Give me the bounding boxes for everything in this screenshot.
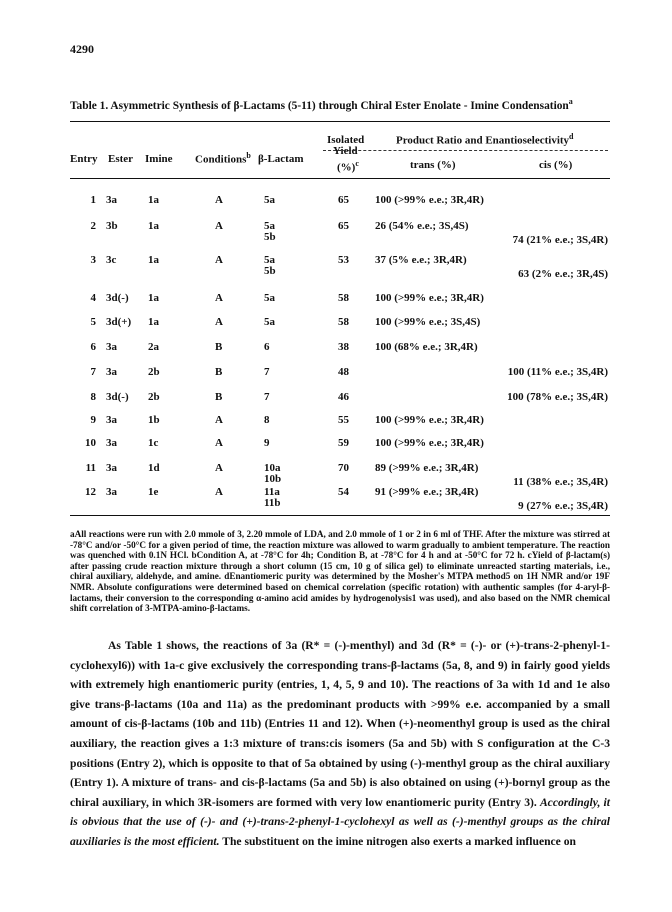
cell-trans: 89 (>99% e.e.; 3R,4R) bbox=[375, 462, 479, 474]
cell-conditions: B bbox=[215, 366, 223, 378]
table-top-rule bbox=[70, 121, 610, 122]
cell-ester: 3d(-) bbox=[106, 391, 129, 403]
cell-lactam-secondary: 10b bbox=[264, 473, 282, 485]
table-caption-sup: a bbox=[568, 97, 573, 106]
cell-lactam: 7 bbox=[264, 366, 270, 378]
header-yield-unit-text: (%) bbox=[337, 161, 356, 174]
header-cis: cis (%) bbox=[539, 159, 573, 171]
cell-trans: 100 (>99% e.e.; 3R,4R) bbox=[375, 292, 484, 304]
header-conditions bbox=[195, 151, 251, 166]
cell-conditions: A bbox=[215, 462, 223, 474]
header-product-ratio-sup: d bbox=[569, 132, 574, 141]
cell-trans: 100 (>99% e.e.; 3R,4R) bbox=[375, 437, 484, 449]
cell-ester: 3a bbox=[106, 462, 117, 474]
cell-lactam: 5a bbox=[264, 316, 275, 328]
table-footnotes bbox=[70, 529, 610, 614]
header-entry: Entry bbox=[70, 153, 98, 165]
cell-ester: 3a bbox=[106, 437, 117, 449]
cell-entry: 11 bbox=[85, 462, 96, 474]
cell-cis: 63 (2% e.e.; 3R,4S) bbox=[518, 268, 608, 280]
cell-ester: 3d(-) bbox=[106, 292, 129, 304]
cell-imine: 2a bbox=[148, 341, 159, 353]
cell-lactam: 5a bbox=[264, 220, 275, 232]
cell-cis: 74 (21% e.e.; 3S,4R) bbox=[512, 234, 608, 246]
cell-imine: 1a bbox=[148, 316, 159, 328]
cell-imine: 1e bbox=[148, 486, 159, 498]
cell-trans: 100 (>99% e.e.; 3R,4R) bbox=[375, 414, 484, 426]
cell-imine: 1c bbox=[148, 437, 159, 449]
cell-lactam: 7 bbox=[264, 391, 270, 403]
cell-yield: 58 bbox=[338, 292, 349, 304]
header-product-ratio-text: Product Ratio and Enantioselectivity bbox=[396, 134, 570, 147]
cell-conditions: A bbox=[215, 292, 223, 304]
cell-trans: 100 (68% e.e.; 3R,4R) bbox=[375, 341, 478, 353]
body-text bbox=[70, 636, 610, 852]
cell-lactam-secondary: 5b bbox=[264, 265, 276, 277]
header-ester: Ester bbox=[108, 153, 134, 165]
cell-lactam: 9 bbox=[264, 437, 270, 449]
cell-entry: 5 bbox=[90, 316, 96, 328]
cell-trans: 37 (5% e.e.; 3R,4R) bbox=[375, 254, 467, 266]
table-caption-text: Table 1. Asymmetric Synthesis of β-Lactams (5-11) through Chiral Ester Enolate - Imine Condensation bbox=[70, 99, 569, 112]
cell-conditions: B bbox=[215, 391, 223, 403]
cell-cis: 100 (78% e.e.; 3S,4R) bbox=[507, 391, 608, 403]
cell-imine: 1a bbox=[148, 254, 159, 266]
cell-trans: 26 (54% e.e.; 3S,4S) bbox=[375, 220, 469, 232]
cell-yield: 59 bbox=[338, 437, 349, 449]
cell-conditions: A bbox=[215, 414, 223, 426]
cell-trans: 91 (>99% e.e.; 3R,4R) bbox=[375, 486, 479, 498]
cell-conditions: A bbox=[215, 437, 223, 449]
header-isolated: Isolated bbox=[327, 134, 365, 146]
cell-cis: 9 (27% e.e.; 3S,4R) bbox=[518, 500, 608, 512]
cell-ester: 3c bbox=[106, 254, 117, 266]
cell-trans: 100 (>99% e.e.; 3R,4R) bbox=[375, 194, 484, 206]
cell-lactam: 6 bbox=[264, 341, 270, 353]
cell-conditions: A bbox=[215, 220, 223, 232]
cell-ester: 3a bbox=[106, 194, 117, 206]
cell-ester: 3d(+) bbox=[106, 316, 132, 328]
cell-entry: 9 bbox=[90, 414, 96, 426]
cell-conditions: A bbox=[215, 486, 223, 498]
cell-yield: 54 bbox=[338, 486, 349, 498]
cell-lactam-secondary: 11b bbox=[264, 497, 281, 509]
header-trans: trans (%) bbox=[410, 159, 456, 171]
body-paragraph-text: As Table 1 shows, the reactions of 3a (R* = (-)-menthyl) and 3d (R* = (-)- or (+)-trans-2-phenyl-1-cyclohexyl6)) with 1a-c give exclusively the corresponding trans-β-lactams (5a, 8, and 9) in fairly good yields with extremely high enantiomeric purity (entries, 1, 4, 5, 9 and 10). The reactions of 3a with 1d and 1e also give trans-β-lactams (10a and 11a) as the predominant products with >99% e.e. accompanied by a small amount of cis-β-lactams (10b and 11b) (Entries 11 and 12). When (+)-neomenthyl group is used as the chiral auxiliary, the reaction gives a 1:3 mixture of trans:cis isomers (5a and 5b) with S configuration at the C-3 positions (Entry 2), which is opposite to that of 5a obtained by using (-)-menthyl group as the chiral auxiliary (Entry 1). A mixture of trans- and cis-β-lactams (5a and 5b) is also obtained on using (+)-bornyl group as the chiral auxiliary, in which 3R-isomers are formed with very low enantiomeric purity (Entry 3). bbox=[70, 639, 610, 809]
cell-entry: 2 bbox=[90, 220, 96, 232]
cell-conditions: B bbox=[215, 341, 223, 353]
cell-lactam: 5a bbox=[264, 292, 275, 304]
header-conditions-sup: b bbox=[246, 151, 251, 160]
table-bottom-rule bbox=[70, 515, 610, 516]
body-paragraph-italic: Accordingly, it is obvious that the use of (-)- and (+)-trans-2-phenyl-1-cyclohexyl as well as (-)-menthyl groups as the chiral auxiliaries is the most efficient. bbox=[70, 795, 611, 848]
header-product-ratio bbox=[396, 132, 574, 147]
header-dashed-rule bbox=[323, 150, 608, 151]
cell-entry: 1 bbox=[90, 194, 96, 206]
cell-imine: 2b bbox=[148, 366, 160, 378]
cell-entry: 6 bbox=[90, 341, 96, 353]
header-lactam: β-Lactam bbox=[258, 153, 304, 165]
cell-trans: 100 (>99% e.e.; 3S,4S) bbox=[375, 316, 481, 328]
cell-yield: 65 bbox=[338, 194, 349, 206]
cell-ester: 3a bbox=[106, 366, 117, 378]
cell-yield: 53 bbox=[338, 254, 349, 266]
cell-conditions: A bbox=[215, 194, 223, 206]
cell-ester: 3a bbox=[106, 414, 117, 426]
cell-yield: 55 bbox=[338, 414, 349, 426]
cell-ester: 3b bbox=[106, 220, 118, 232]
cell-ester: 3a bbox=[106, 486, 117, 498]
cell-lactam: 5a bbox=[264, 194, 275, 206]
header-yield: Yield bbox=[333, 145, 358, 157]
table-footnote: aAll reactions were run with 2.0 mmole of 3, 2.20 mmole of LDA, and 2.0 mmole of 1 or 2 in 6 ml of THF. After the mixture was stirred at -78°C and/or -50°C for a given period of time, the reaction mixture was allowed to warm gradually to ambient temperature. The reaction was quenched with 0.1N HCl. bCondition A, at -78°C for 4h; Condition B, at -78°C for 4 h and at -50°C for 72 h. cYield of β-lactam(s) after passing crude reaction mixture through a short column (15 cm, 10 g of silica gel) to eliminate unreacted starting materials, i.e., chiral auxiliary, aldehyde, and amine. dEnantiomeric purity was determined by the Mosher's MTPA method5 on 1H NMR and/or 19F NMR. Absolute configurations were determined based on chemical correlation (specific rotation) with authentic samples (for 4-aryl-β-lactams, their conversion to the corresponding α-amino acid amides by hydrogenolysis1 was used), and also based on the NMR chemical shift correlation of 3-MTPA-amino-β-lactams. bbox=[70, 529, 610, 614]
cell-imine: 1b bbox=[148, 414, 160, 426]
cell-cis: 100 (11% e.e.; 3S,4R) bbox=[507, 366, 608, 378]
cell-ester: 3a bbox=[106, 341, 117, 353]
table-caption bbox=[70, 97, 610, 112]
cell-entry: 8 bbox=[90, 391, 96, 403]
cell-imine: 1a bbox=[148, 194, 159, 206]
cell-lactam-secondary: 5b bbox=[264, 231, 276, 243]
table-header-rule bbox=[70, 178, 610, 179]
header-yield-sup: c bbox=[355, 159, 359, 168]
cell-lactam: 8 bbox=[264, 414, 270, 426]
cell-entry: 4 bbox=[90, 292, 96, 304]
cell-yield: 65 bbox=[338, 220, 349, 232]
cell-lactam: 10a bbox=[264, 462, 281, 474]
cell-conditions: A bbox=[215, 316, 223, 328]
cell-conditions: A bbox=[215, 254, 223, 266]
cell-yield: 70 bbox=[338, 462, 349, 474]
cell-yield: 46 bbox=[338, 391, 349, 403]
header-imine: Imine bbox=[145, 153, 173, 165]
cell-yield: 48 bbox=[338, 366, 349, 378]
cell-entry: 7 bbox=[90, 366, 96, 378]
header-conditions-text: Conditions bbox=[195, 153, 247, 166]
cell-lactam: 11a bbox=[264, 486, 280, 498]
cell-entry: 12 bbox=[85, 486, 96, 498]
body-paragraph bbox=[70, 636, 610, 852]
page-number: 4290 bbox=[70, 42, 94, 56]
cell-yield: 58 bbox=[338, 316, 349, 328]
cell-imine: 1a bbox=[148, 292, 159, 304]
header-yield-unit bbox=[337, 159, 359, 174]
cell-imine: 1a bbox=[148, 220, 159, 232]
body-paragraph-tail: The substituent on the imine nitrogen also exerts a marked influence on bbox=[222, 834, 576, 848]
cell-entry: 10 bbox=[85, 437, 96, 449]
cell-entry: 3 bbox=[90, 254, 96, 266]
cell-imine: 2b bbox=[148, 391, 160, 403]
cell-cis: 11 (38% e.e.; 3S,4R) bbox=[513, 476, 608, 488]
cell-lactam: 5a bbox=[264, 254, 275, 266]
cell-yield: 38 bbox=[338, 341, 349, 353]
cell-imine: 1d bbox=[148, 462, 160, 474]
